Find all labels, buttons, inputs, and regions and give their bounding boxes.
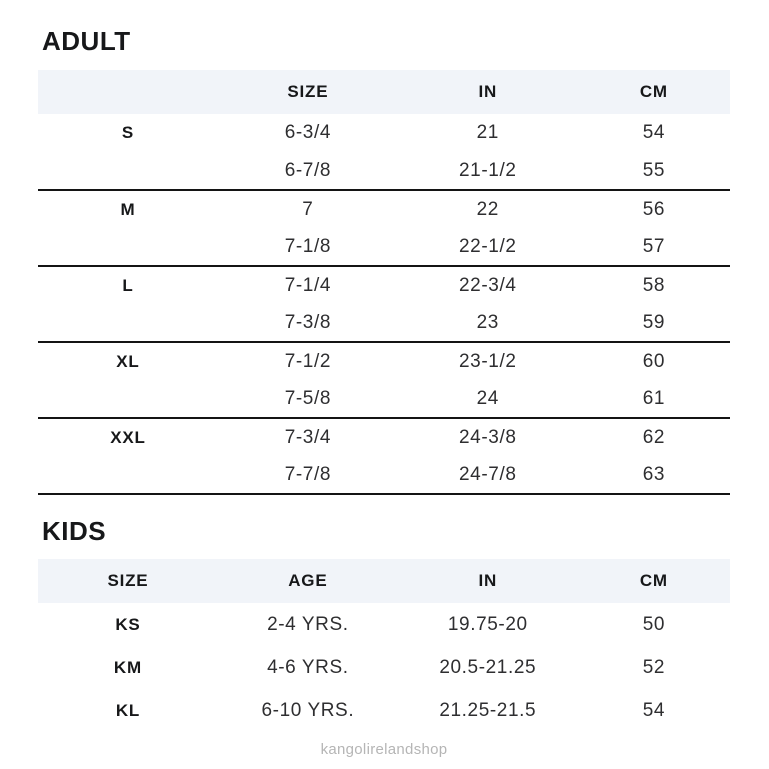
cm-value-cell: 62 <box>642 426 666 448</box>
column-header-size: SIZE <box>287 82 329 101</box>
kids-table-row <box>38 689 730 732</box>
size-value-cell: 6-7/8 <box>218 152 398 190</box>
inches-value-cell: 21-1/2 <box>398 152 578 190</box>
cm-value-cell: 56 <box>642 198 666 220</box>
size-label-cell <box>38 456 218 494</box>
size-label-cell: M <box>120 199 136 219</box>
cm-value-cell: 52 <box>642 656 666 678</box>
column-header-cm: CM <box>639 571 668 590</box>
column-header-age: AGE <box>288 571 328 590</box>
size-value-cell: 7-1/2 <box>284 350 332 372</box>
kids-table-row <box>38 646 730 689</box>
age-value-cell: 2-4 YRS. <box>267 613 349 635</box>
size-value-cell: 7-5/8 <box>218 380 398 418</box>
kids-section-title: KIDS <box>42 516 107 546</box>
kids-table-row <box>38 603 730 646</box>
kids-size-table <box>38 559 730 732</box>
size-label-cell: KL <box>115 700 141 720</box>
size-value-cell: 7-1/8 <box>218 228 398 266</box>
kids-table-body <box>38 603 730 732</box>
adult-size-table <box>38 70 730 495</box>
size-value-cell: 7-3/4 <box>284 426 332 448</box>
size-label-cell: KM <box>113 657 142 677</box>
cm-value-cell: 61 <box>578 380 730 418</box>
inches-value-cell: 21.25-21.5 <box>439 699 537 721</box>
column-header-cm: CM <box>639 82 668 101</box>
inches-value-cell: 24-3/8 <box>459 426 517 448</box>
adult-table-row <box>38 380 730 418</box>
adult-table-body <box>38 114 730 494</box>
inches-value-cell: 24 <box>398 380 578 418</box>
adult-table-row <box>38 114 730 152</box>
cm-value-cell: 60 <box>642 350 666 372</box>
adult-table-row <box>38 456 730 494</box>
cm-value-cell: 54 <box>642 699 666 721</box>
age-value-cell: 4-6 YRS. <box>267 656 349 678</box>
column-header-size: SIZE <box>107 571 149 590</box>
adult-table-row <box>38 304 730 342</box>
size-value-cell: 6-3/4 <box>284 122 332 143</box>
size-label-cell: L <box>122 275 134 295</box>
inches-value-cell: 24-7/8 <box>398 456 578 494</box>
adult-table-header-row <box>38 70 730 114</box>
size-label-cell <box>38 152 218 190</box>
adult-table-row <box>38 266 730 304</box>
inches-value-cell: 19.75-20 <box>447 613 528 635</box>
cm-value-cell: 57 <box>578 228 730 266</box>
size-value-cell: 7-3/8 <box>218 304 398 342</box>
inches-value-cell: 23-1/2 <box>459 350 517 372</box>
age-value-cell: 6-10 YRS. <box>261 699 355 721</box>
size-label-cell: S <box>121 123 135 142</box>
inches-value-cell: 21 <box>476 122 499 143</box>
cm-value-cell: 59 <box>578 304 730 342</box>
size-label-cell: XL <box>116 351 140 371</box>
column-header-in: IN <box>478 571 498 590</box>
cm-value-cell: 54 <box>642 122 666 143</box>
inches-value-cell: 23 <box>398 304 578 342</box>
adult-table-row <box>38 152 730 190</box>
empty-header-cell <box>38 70 218 114</box>
cm-value-cell: 55 <box>578 152 730 190</box>
kids-table-header-row <box>38 559 730 603</box>
size-value-cell: 7 <box>302 198 314 220</box>
adult-table-row <box>38 228 730 266</box>
adult-section-title: ADULT <box>42 26 131 56</box>
cm-value-cell: 63 <box>578 456 730 494</box>
adult-table-row <box>38 418 730 456</box>
column-header-in: IN <box>478 82 498 101</box>
cm-value-cell: 50 <box>642 613 666 635</box>
size-value-cell: 7-7/8 <box>218 456 398 494</box>
cm-value-cell: 58 <box>642 274 666 296</box>
inches-value-cell: 22-1/2 <box>398 228 578 266</box>
inches-value-cell: 22 <box>476 198 499 220</box>
size-value-cell: 7-1/4 <box>284 274 332 296</box>
watermark: kangolirelandshop <box>320 741 448 758</box>
size-label-cell: KS <box>115 614 141 634</box>
size-label-cell <box>38 228 218 266</box>
size-label-cell <box>38 380 218 418</box>
size-label-cell <box>38 304 218 342</box>
inches-value-cell: 20.5-21.25 <box>439 656 537 678</box>
adult-table-row <box>38 190 730 228</box>
adult-table-row <box>38 342 730 380</box>
size-label-cell: XXL <box>110 427 146 447</box>
inches-value-cell: 22-3/4 <box>459 274 517 296</box>
